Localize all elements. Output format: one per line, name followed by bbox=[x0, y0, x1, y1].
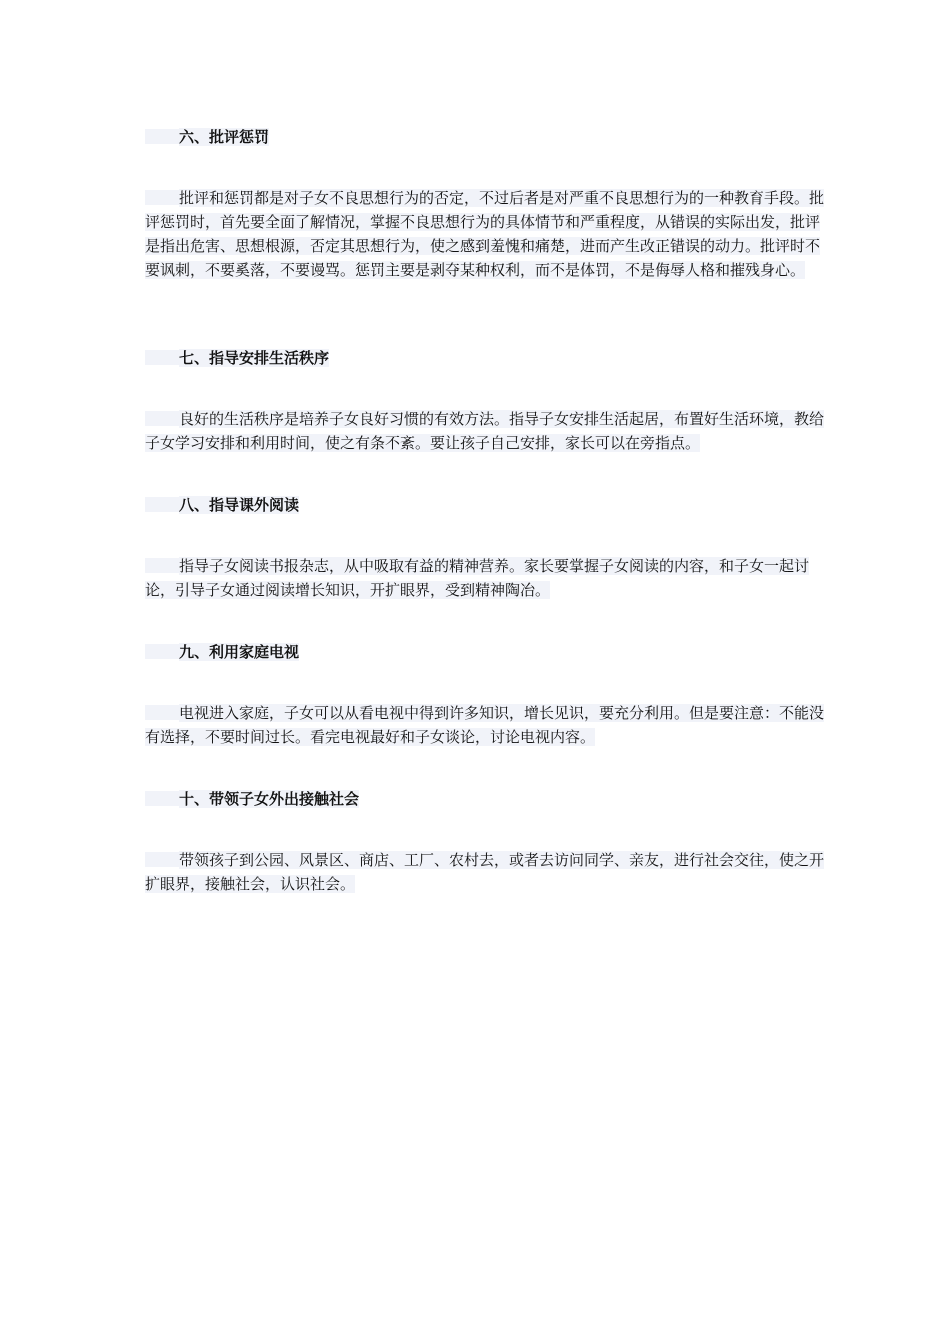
section-heading-text: 七、指导安排生活秩序 bbox=[179, 349, 330, 367]
section-heading-7 bbox=[145, 348, 329, 368]
section-body-6 bbox=[145, 186, 825, 282]
indent-space bbox=[145, 129, 179, 144]
section-body-10 bbox=[145, 848, 825, 896]
section-body-9 bbox=[145, 701, 825, 749]
section-body-text: 电视进入家庭，子女可以从看电视中得到许多知识，增长见识，要充分利用。但是要注意：不能没有选择，不要时间过长。看完电视最好和子女谈论，讨论电视内容。 bbox=[145, 704, 825, 746]
section-body-text: 指导子女阅读书报杂志，从中吸取有益的精神营养。家长要掌握子女阅读的内容，和子女一起讨论，引导子女通过阅读增长知识，开扩眼界，受到精神陶冶。 bbox=[145, 557, 810, 599]
indent-space bbox=[145, 705, 179, 720]
indent-space bbox=[145, 350, 179, 365]
section-body-8 bbox=[145, 554, 825, 602]
section-body-text: 良好的生活秩序是培养子女良好习惯的有效方法。指导子女安排生活起居，布置好生活环境，教给子女学习安排和利用时间，使之有条不紊。要让孩子自己安排，家长可以在旁指点。 bbox=[145, 410, 825, 452]
section-heading-8 bbox=[145, 495, 299, 515]
indent-space bbox=[145, 497, 179, 512]
section-heading-text: 十、带领子女外出接触社会 bbox=[179, 790, 360, 808]
indent-space bbox=[145, 411, 179, 426]
section-heading-10 bbox=[145, 789, 359, 809]
section-body-7 bbox=[145, 407, 825, 455]
section-heading-6 bbox=[145, 127, 269, 147]
section-heading-9 bbox=[145, 642, 299, 662]
indent-space bbox=[145, 852, 179, 867]
section-body-text: 带领孩子到公园、风景区、商店、工厂、农村去，或者去访问同学、亲友，进行社会交往，使之开扩眼界，接触社会，认识社会。 bbox=[145, 851, 825, 893]
indent-space bbox=[145, 791, 179, 806]
indent-space bbox=[145, 558, 179, 573]
section-heading-text: 九、利用家庭电视 bbox=[179, 643, 300, 661]
section-heading-text: 六、批评惩罚 bbox=[179, 128, 270, 146]
section-body-text: 批评和惩罚都是对子女不良思想行为的否定，不过后者是对严重不良思想行为的一种教育手段。批评惩罚时，首先要全面了解情况，掌握不良思想行为的具体情节和严重程度，从错误的实际出发，批评是指出危害、思想根源，否定其思想行为，使之感到羞愧和痛楚，进而产生改正错误的动力。批评时不要讽刺，不要奚落，不要谩骂。惩罚主要是剥夺某种权利，而不是体罚，不是侮辱人格和摧残身心。 bbox=[145, 189, 825, 279]
indent-space bbox=[145, 644, 179, 659]
section-heading-text: 八、指导课外阅读 bbox=[179, 496, 300, 514]
indent-space bbox=[145, 190, 179, 205]
